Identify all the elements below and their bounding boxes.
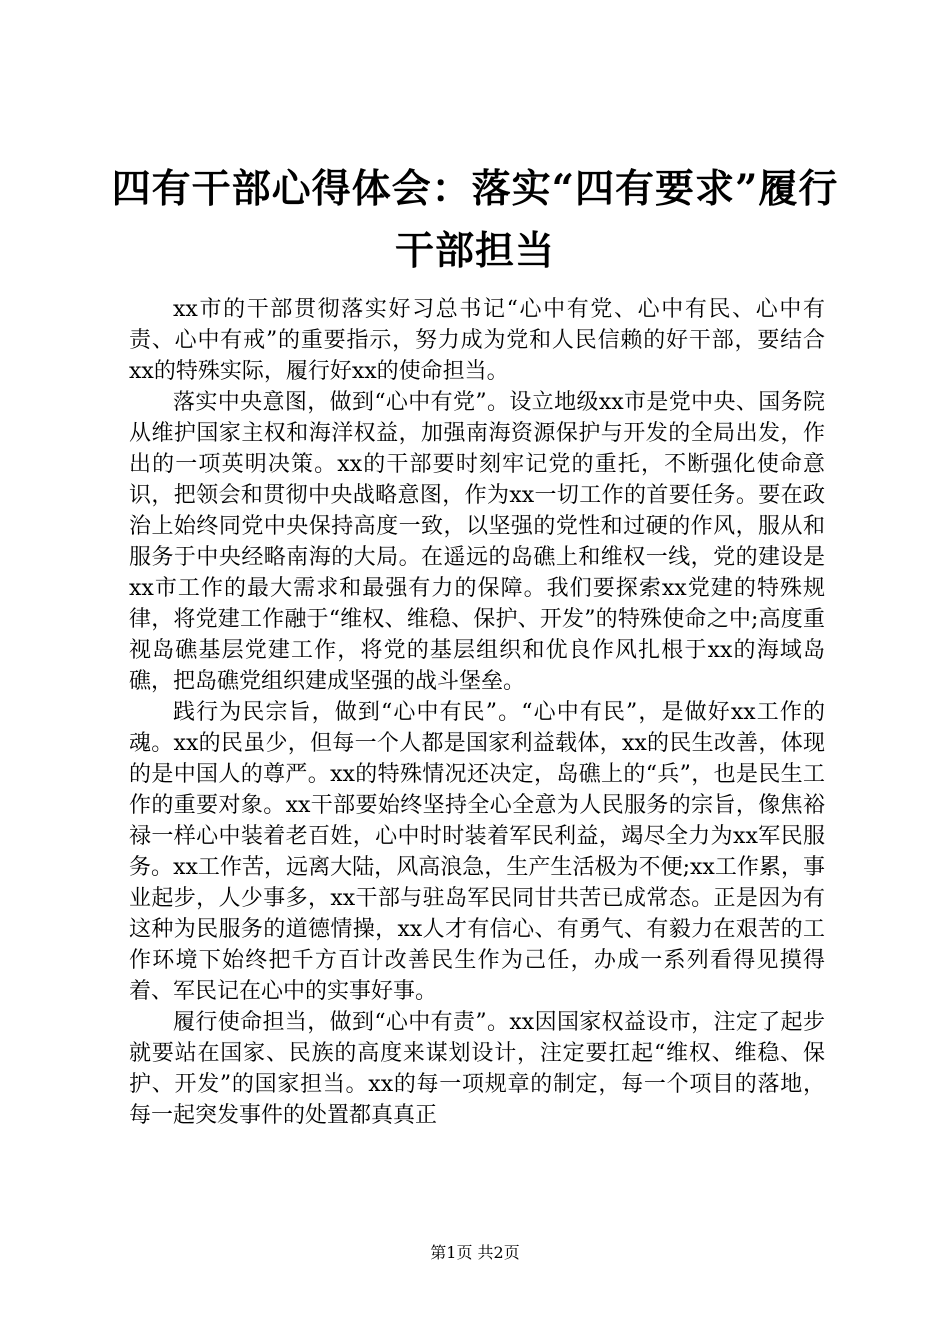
document-body — [129, 294, 825, 1131]
page-number: 第1页 共2页 — [430, 1243, 520, 1262]
paragraph-intro: xx市的干部贯彻落实好习总书记“心中有党、心中有民、心中有责、心中有戒”的重要指示，努力成为党和人民信赖的好干部，要结合xx的特殊实际，履行好xx的使命担当。 — [129, 297, 825, 384]
paragraph-responsibility: 履行使命担当，做到“心中有责”。xx因国家权益设市，注定了起步就要站在国家、民族的高度来谋划设计，注定要扛起“维权、维稳、保护、开发”的国家担当。xx的每一项规章的制定，每一个项目的落地，每一起突发事件的处置都真真正 — [129, 1010, 825, 1128]
paragraph-party: 落实中央意图，做到“心中有党”。设立地级xx市是党中央、国务院从维护国家主权和海洋权益，加强南海资源保护与开发的全局出发，作出的一项英明决策。xx的干部要时刻牢记党的重托，不断强化使命意识，把领会和贯彻中央战略意图，作为xx一切工作的首要任务。要在政治上始终同党中央保持高度一致，以坚强的党性和过硬的作风，服从和服务于中央经略南海的大局。在遥远的岛礁上和维权一线，党的建设是xx市工作的最大需求和最强有力的保障。我们要探索xx党建的特殊规律，将党建工作融于“维权、维稳、保护、开发”的特殊使命之中;高度重视岛礁基层党建工作，将党的基层组织和优良作风扎根于xx的海域岛礁，把岛礁党组织建成坚强的战斗堡垒。 — [129, 390, 825, 694]
paragraph-people: 践行为民宗旨，做到“心中有民”。“心中有民”，是做好xx工作的魂。xx的民虽少，但每一个人都是国家利益载体，xx的民生改善，体现的是中国人的尊严。xx的特殊情况还决定，岛礁上的“兵”，也是民生工作的重要对象。xx干部要始终坚持全心全意为人民服务的宗旨，像焦裕禄一样心中装着老百姓，心中时时装着军民利益，竭尽全力为xx军民服务。xx工作苦，远离大陆，风高浪急，生产生活极为不便;xx工作累，事业起步，人少事多，xx干部与驻岛军民同甘共苦已成常态。正是因为有这种为民服务的道德情操，xx人才有信心、有勇气、有毅力在艰苦的工作环境下始终把千方百计改善民生作为己任，办成一系列看得见摸得着、军民记在心中的实事好事。 — [129, 700, 825, 1004]
document-title: 四有干部心得体会：落实“四有要求”履行干部担当 — [111, 166, 839, 274]
